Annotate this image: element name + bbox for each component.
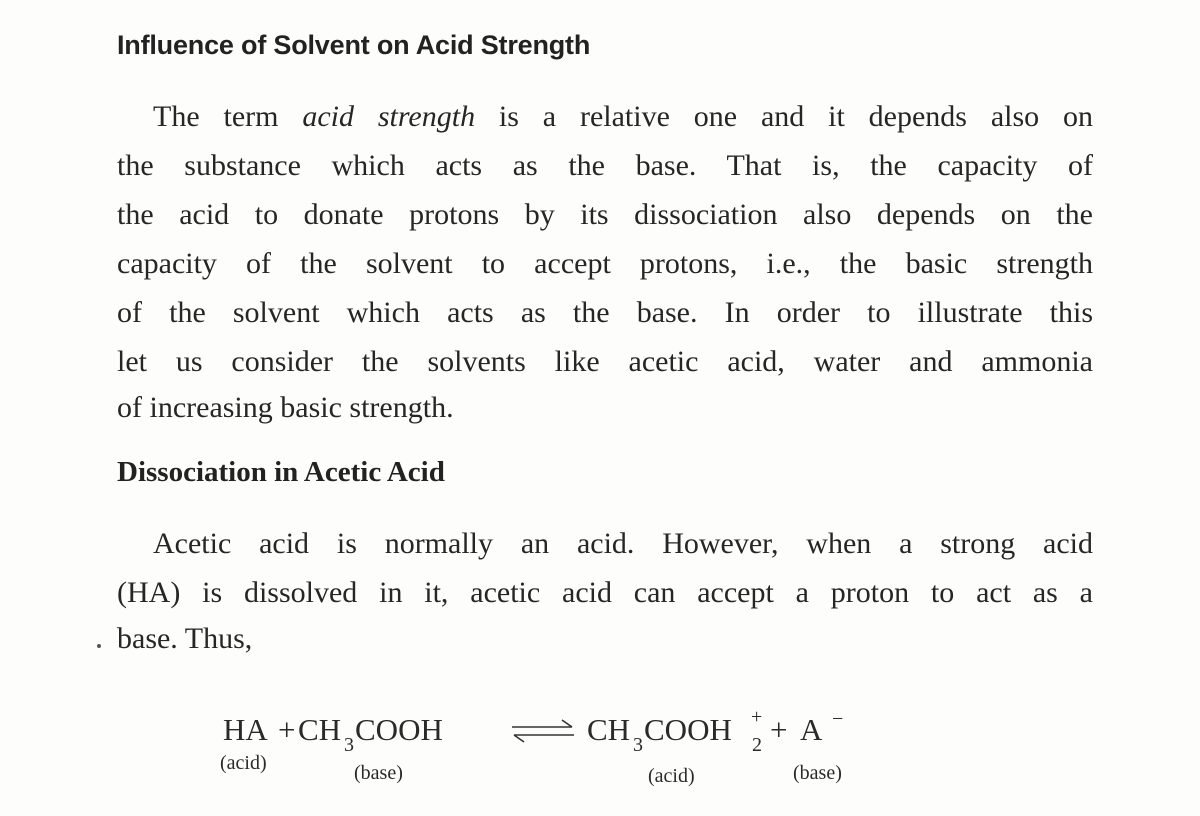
equilibrium-arrow-icon [508,718,578,744]
print-speck [97,644,101,648]
paragraph-line: the acid to donate protons by its dissociation also depends on the [117,198,1093,231]
eq-label: (base) [793,762,842,784]
eq-anion: A [800,712,823,747]
text-run: is a relative one and it depends also on [475,100,1093,133]
eq-plus: + [278,712,296,747]
eq-label: (acid) [220,752,267,774]
italic-term: acid strength [302,100,476,133]
section-title: Influence of Solvent on Acid Strength [117,30,591,60]
eq-cooh: COOH [355,712,443,747]
eq-ch: CH [587,712,631,747]
eq-label: (base) [354,762,403,784]
eq-subscript: 3 [633,734,643,756]
paragraph-line: let us consider the solvents like acetic acid, water and ammonia [117,345,1093,378]
paragraph-line: the substance which acts as the base. That is, the capacity of [117,149,1093,182]
eq-superscript: + [751,706,763,728]
paragraph-line: capacity of the solvent to accept protons, i.e., the basic strength [117,247,1093,280]
text-run: The term [153,100,303,133]
paragraph-acetic-acid [117,527,1093,667]
eq-superscript: − [832,708,844,730]
eq-ch: CH [298,712,342,747]
eq-plus: + [770,712,788,747]
paragraph-line: Acetic acid is normally an acid. However, when a strong acid [153,527,1093,560]
paragraph-line: of the solvent which acts as the base. In order to illustrate this [117,296,1093,329]
eq-cooh: COOH [644,712,732,747]
eq-label: (acid) [648,765,695,787]
paragraph-line: (HA) is dissolved in it, acetic acid can accept a proton to act as a [117,576,1093,609]
paragraph-acid-strength [117,100,1093,430]
eq-subscript: 3 [344,734,354,756]
subsection-title: Dissociation in Acetic Acid [117,456,445,488]
eq-subscript: 2 [752,734,762,756]
eq-ha: HA [223,712,268,747]
paragraph-line [153,100,1093,134]
paragraph-line: of increasing basic strength. [117,391,454,424]
paragraph-line: base. Thus, [117,622,253,655]
